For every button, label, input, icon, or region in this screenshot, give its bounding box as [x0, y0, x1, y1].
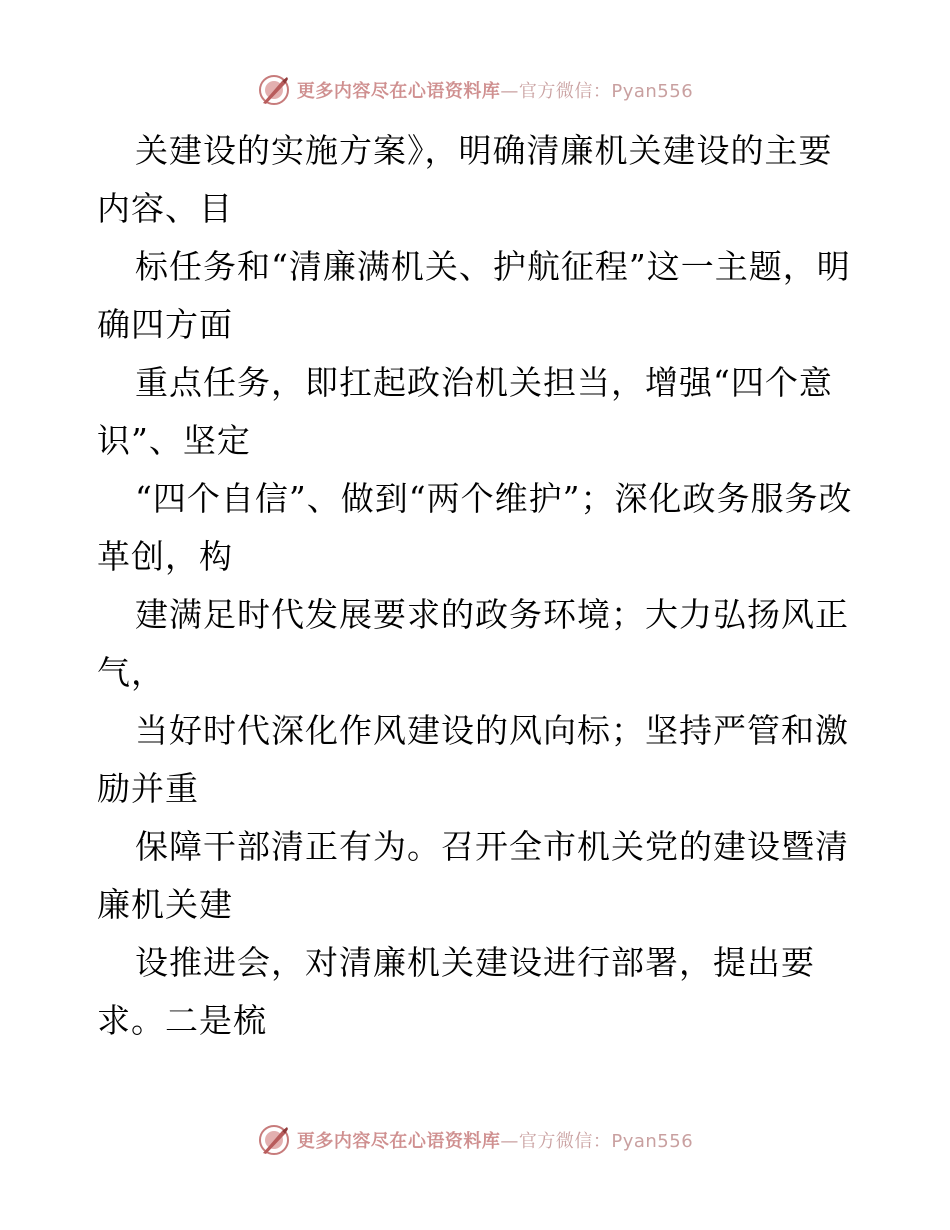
footer-watermark — [0, 1120, 950, 1160]
paragraph: 设推进会，对清廉机关建设进行部署，提出要求。二是梳 — [97, 943, 815, 1040]
quill-pen-logo-icon — [257, 73, 291, 107]
header-watermark — [0, 70, 950, 110]
watermark-brand: 更多内容尽在心语资料库 — [296, 81, 501, 102]
paragraph: 关建设的实施方案》，明确清廉机关建设的主要内容、目 — [97, 131, 833, 228]
paragraph: 建满足时代发展要求的政务环境；大力弘扬风正气， — [97, 595, 849, 692]
watermark-brand: 更多内容尽在心语资料库 — [296, 1131, 501, 1152]
paragraph: 保障干部清正有为。召开全市机关党的建设暨清廉机关建 — [97, 827, 849, 924]
paragraph: “四个自信”、做到“两个维护”；深化政务服务改革创，构 — [97, 479, 853, 576]
paragraph: 重点任务，即扛起政治机关担当，增强“四个意识”、坚定 — [97, 363, 833, 460]
watermark-text — [297, 1127, 693, 1153]
quill-pen-logo-icon — [257, 1123, 291, 1157]
watermark-suffix: —官方微信：Pyan556 — [500, 81, 694, 102]
watermark-suffix: —官方微信：Pyan556 — [500, 1131, 694, 1152]
paragraph: 标任务和“清廉满机关、护航征程”这一主题，明确四方面 — [97, 247, 851, 344]
watermark-text — [297, 77, 693, 103]
paragraph: 当好时代深化作风建设的风向标；坚持严管和激励并重 — [97, 711, 849, 808]
document-body — [97, 122, 857, 1050]
